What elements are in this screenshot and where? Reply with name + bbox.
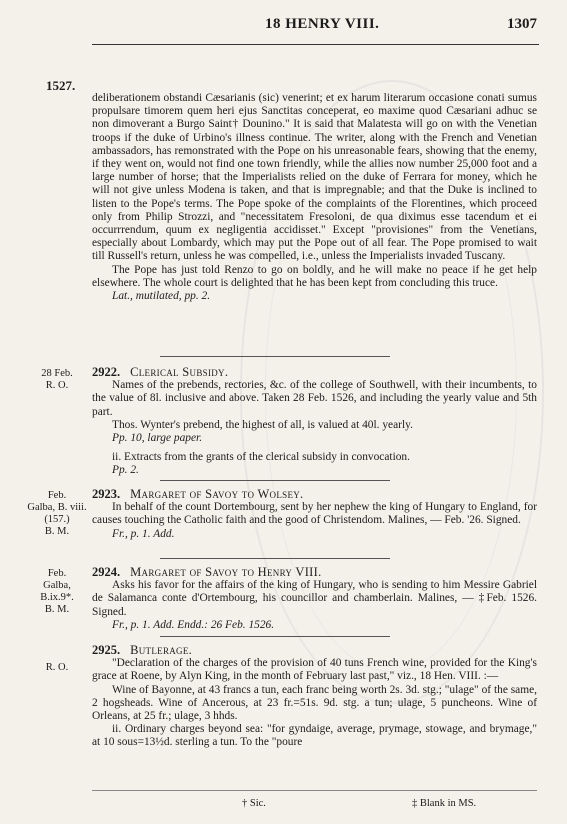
entry-2925 — [92, 644, 537, 750]
entry-2924 — [92, 566, 537, 632]
entry-2922 — [92, 366, 537, 478]
source-note: Fr., p. 1. Add. Endd.: 26 Feb. 1526. — [112, 618, 275, 631]
body-paragraph: Wine of Bayonne, at 43 francs a tun, each franc being worth 2s. 3d. stg.; "ulage" of the same, 2 hogsheads. Wine of Ancerous, at 23 fr.=51s. 9d. stg. a tun; ulage, 5 puncheons. Wine of Orleans, at 25 fr.; ulage, 3 hhds. — [92, 683, 537, 723]
continued-entry — [92, 92, 537, 303]
repository: R. O. — [45, 662, 69, 673]
source-note: Fr., p. 1. Add. — [112, 527, 175, 540]
entry-number: 2922. — [92, 365, 121, 379]
entry-number: 2924. — [92, 565, 121, 579]
source-note: Pp. 10, large paper. — [112, 432, 203, 445]
entry-date: Feb. — [47, 490, 67, 501]
entry-heading — [92, 644, 537, 657]
body-paragraph: ii. Ordinary charges beyond sea: "for gyndaige, average, prymage, stowage, and brymage," at 10 sous=13½d. sterling a tun. To the "poure — [92, 723, 537, 749]
entry-heading — [92, 366, 537, 379]
entry-heading — [92, 566, 537, 579]
manuscript-folio: (157.) — [44, 514, 70, 525]
entry-number: 2923. — [92, 487, 121, 501]
body-paragraph: deliberationem obstandi Cæsarianis (sic) venerint; et ex harum literarum occasione conati sumus propulsare timorem quem heri ejus Sanctitas conceperat, eo maxime quod Cæsariani adhuc se non dimoverant a Burgo Saint† Dounino." It is said that Malatesta will go on with the Venetian troops if the duke of Urbino's illness continue. The writer, along with the French and Venetian ambassadors, has remonstrated with the Pope on his unreasonable fears, showing that the enemy, if they went on, would not find one town friendly, while the allies now number 25,000 foot and a large number of horse; that the Imperialists relied on the duke of Ferrara for money, which he will not give unless Modena is taken, and that is impregnable; and that the Duke is inclined to listen to the Pope's terms. The Pope spoke of the complaints of the Florentines, which proceed only from Philip Strozzi, and "necessitatem Fresoloni, de qua diximus esse tacendum et ei occurrrendum, quum ex negligentia accidisset." Except "provisiones" from the Venetians, especially about Lombardy, which may put the Pope out of all fear. The Pope promised to wait till Russell's return, unless he was compelled, i.e., unless the Imperialists invaded Tuscany. — [92, 92, 537, 263]
entry-title: Margaret of Savoy to Henry VIII. — [130, 565, 322, 579]
entry-date: 28 Feb. — [41, 368, 73, 379]
entry-separator — [160, 636, 390, 637]
body-paragraph: ii. Extracts from the grants of the clerical subsidy in convocation. — [112, 451, 410, 464]
year-marker: 1527. — [46, 78, 76, 93]
footnote: † Sic. — [242, 798, 266, 809]
margin-note — [26, 490, 88, 538]
margin-note — [26, 368, 88, 392]
entry-separator — [160, 558, 390, 559]
manuscript-ref: Galba, B.ix.9*. — [40, 580, 74, 603]
entry-date: Feb. — [47, 568, 67, 579]
source-note: Pp. 2. — [112, 464, 139, 477]
entry-title: Butlerage. — [130, 643, 193, 657]
footnote-rule — [92, 790, 537, 791]
body-paragraph: Names of the prebends, rectories, &c. of the college of Southwell, with their incumbents, to the value of 8l. inclusive and above. Taken 28 Feb. 1526, and including the yearly value and 5th part. — [92, 379, 537, 418]
entry-2923 — [92, 488, 537, 541]
entry-title: Clerical Subsidy. — [130, 365, 229, 379]
repository: R. O. — [45, 380, 69, 391]
entry-separator — [160, 356, 390, 357]
body-paragraph: Thos. Wynter's prebend, the highest of all, is valued at 40l. yearly. — [112, 418, 413, 431]
page-number: 1307 — [507, 16, 537, 32]
header-rule — [92, 44, 539, 45]
manuscript-ref: Galba, B. viii. — [27, 502, 87, 513]
page-header — [90, 14, 539, 40]
entry-number: 2925. — [92, 643, 121, 657]
entry-separator — [160, 480, 390, 481]
footnote: ‡ Blank in MS. — [412, 798, 477, 809]
entry-title: Margaret of Savoy to Wolsey. — [130, 487, 304, 501]
repository: B. M. — [44, 604, 70, 615]
repository: B. M. — [44, 526, 70, 537]
source-note: Lat., mutilated, pp. 2. — [112, 290, 211, 303]
body-paragraph: In behalf of the count Dortembourg, sent by her nephew the king of Hungary to England, for causes touching the Catholic faith and the good of Christendom. Malines, — Feb. '26. Signed. — [92, 501, 537, 527]
body-paragraph: The Pope has just told Renzo to go on boldly, and he will make no peace if he get help elsewhere. The whole court is delighted that he has been kept from concluding this truce. — [92, 263, 537, 289]
running-title: 18 HENRY VIII. — [265, 16, 380, 32]
margin-note — [26, 662, 88, 674]
margin-note — [26, 568, 88, 616]
entry-heading — [92, 488, 537, 501]
body-paragraph: Asks his favor for the affairs of the king of Hungary, who is sending to him Messire Gabriel de Salamanca conte d'Ortembourg, his councillor and chamberlain. Malines, — ‡Feb. 1526. Signed. — [92, 579, 537, 618]
body-paragraph: "Declaration of the charges of the provision of 40 tuns French wine, provided for the King's grace at Roene, by Alyn King, in the month of February last past," viz., 18 Hen. VIII. :— — [92, 657, 537, 683]
